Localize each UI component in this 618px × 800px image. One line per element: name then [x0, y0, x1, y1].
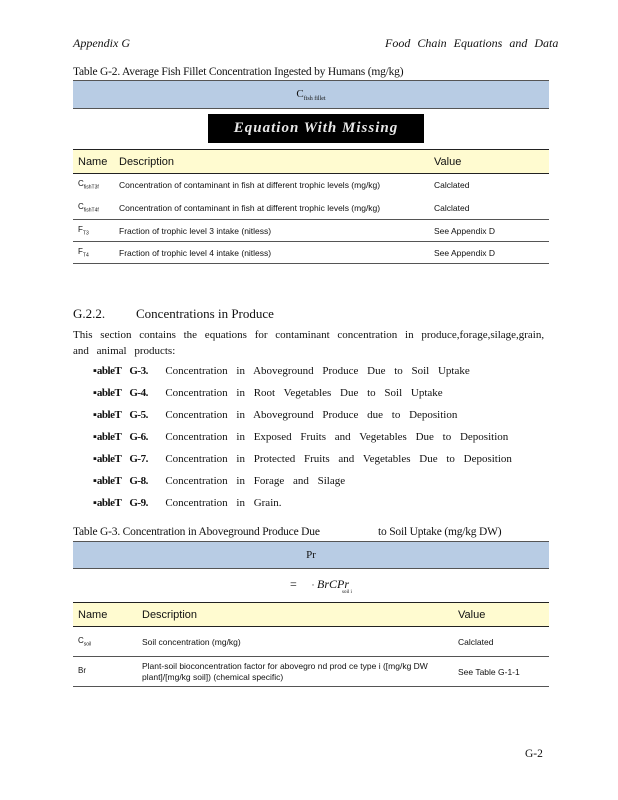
equation-subscript: soil i: [342, 590, 352, 595]
eq-symbol: Pr: [306, 549, 316, 561]
table-g3-caption-right: to Soil Uptake (mg/kg DW): [378, 526, 502, 538]
section-title: Concentrations in Produce: [136, 306, 274, 321]
col-value: Value: [429, 150, 549, 174]
table-ref: ableT G-5.: [96, 409, 148, 421]
running-header-right: Food Chain Equations and Data: [385, 36, 559, 50]
table-row: [73, 197, 549, 220]
var-description: Fraction of trophic level 3 intake (nitless): [114, 220, 429, 242]
table-row: [73, 220, 549, 242]
var-description: Plant-soil bioconcentration factor for abovegro nd prod ce type i ([mg/kg DW plant]/[mg/kg soil]) (chemical specific): [137, 657, 453, 687]
var-value: See Appendix D: [429, 220, 549, 242]
var-value: Calclated: [434, 180, 470, 191]
var-description: Concentration of contaminant in fish at different trophic levels (mg/kg): [114, 197, 429, 220]
var-description: Fraction of trophic level 4 intake (nitless): [114, 242, 429, 264]
running-header-left: Appendix G: [73, 36, 130, 50]
table-ref: ableT G-8.: [96, 475, 148, 487]
var-name: $C_{fishT3f}$: [78, 179, 99, 192]
eq-symbol: C: [296, 88, 304, 100]
equation-image: Equation With Missing: [208, 114, 424, 143]
list-item: ▪ableT G-7. Concentration in Protected Fruits and Vegetables Due to Deposition: [93, 453, 512, 465]
list-item: ▪ableT G-4. Concentration in Root Vegetables Due to Soil Uptake: [93, 387, 443, 399]
table-g2-equation-bar: [73, 80, 549, 109]
table-ref: ableT G-9.: [96, 497, 148, 509]
table-row: [73, 242, 549, 264]
table-g2-caption: Table G-2. Average Fish Fillet Concentration Ingested by Humans (mg/kg): [73, 66, 404, 78]
table-row: [73, 657, 549, 687]
table-ref: ableT G-6.: [96, 431, 148, 443]
table-ref: ableT G-4.: [96, 387, 148, 399]
var-name: $F_{T3}$: [73, 220, 114, 242]
eq-subscript: fish fillet: [303, 96, 326, 103]
table-g3-equation-bar: [73, 541, 549, 569]
list-item: ▪ableT G-3. Concentration in Aboveground Produce Due to Soil Uptake: [93, 365, 470, 377]
var-name: $C_{soil}$: [73, 627, 137, 657]
col-value: Value: [453, 603, 549, 627]
section-intro: This section contains the equations for contaminant concentration in produce,forage,silage,grain, and animal products:: [73, 329, 545, 357]
table-header-row: [73, 150, 549, 174]
var-value: Calclated: [429, 197, 549, 220]
var-description: Soil concentration (mg/kg): [137, 627, 453, 657]
var-name: $C_{fishT4f}$: [73, 197, 114, 220]
table-g2-variables: [73, 149, 549, 264]
list-item: ▪ableT G-9. Concentration in Grain.: [93, 497, 282, 509]
var-value: See Appendix D: [429, 242, 549, 264]
col-description: Description: [137, 603, 453, 627]
table-g3-caption-left: Table G-3. Concentration in Aboveground Produce Due: [73, 526, 320, 538]
page-number: G-2: [525, 748, 543, 760]
col-name: Name: [73, 150, 114, 174]
list-item: ▪ableT G-5. Concentration in Aboveground Produce due to Deposition: [93, 409, 458, 421]
section-number: G.2.2.: [73, 306, 106, 321]
var-name: $F_{T4}$: [73, 242, 114, 264]
table-row: [73, 627, 549, 657]
table-g3-variables: [73, 602, 549, 687]
table-header-row: [73, 603, 549, 627]
list-item: ▪ableT G-8. Concentration in Forage and Silage: [93, 475, 346, 487]
var-value: See Table G-1-1: [453, 657, 549, 687]
list-item: ▪ableT G-6. Concentration in Exposed Fruits and Vegetables Due to Deposition: [93, 431, 509, 443]
table-row: [73, 174, 549, 197]
var-description: Concentration of contaminant in fish at different trophic levels (mg/kg): [119, 180, 381, 191]
var-name: Br: [73, 657, 137, 687]
table-ref: ableT G-3.: [96, 365, 148, 377]
col-description: Description: [114, 150, 429, 174]
table-ref: ableT G-7.: [96, 453, 148, 465]
var-value: Calclated: [453, 627, 549, 657]
equation-line: = · BrCPr: [290, 577, 350, 591]
section-heading: [73, 306, 274, 322]
col-name: Name: [73, 603, 137, 627]
